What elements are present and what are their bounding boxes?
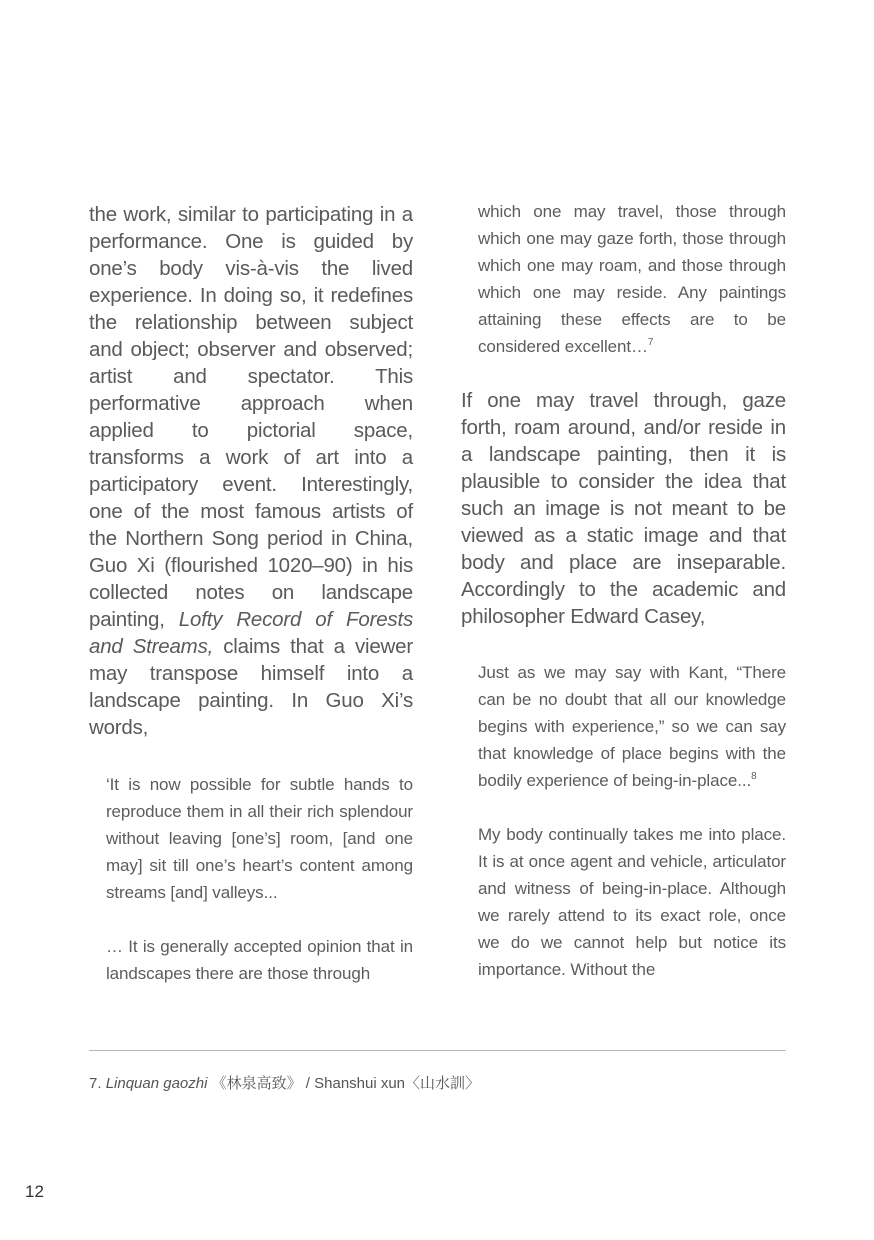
quote-text: Just as we may say with Kant, “There can be no doubt that all our knowledge begins with experience,” so we can say that knowledge of place begins with the bodily experience of being-in-place...: [478, 663, 786, 790]
quote-paragraph-1: ‘It is now possible for subtle hands to reproduce them in all their rich splendour without leaving [one’s] room, [and one may] sit till one’s heart’s content among streams [and] valleys...: [106, 775, 413, 902]
casey-quote-paragraph-2: My body continually takes me into place. It is at once agent and vehicle, articulator and witness of being-in-place. Although we rarely attend to its exact role, once we do we cannot help but notice its importance. Without the: [478, 825, 786, 979]
left-column-main-paragraph: [89, 201, 413, 741]
guo-xi-block-quote-continued: [478, 198, 786, 360]
page-number: 12: [25, 1182, 44, 1201]
footnote-ref-8[interactable]: 8: [751, 771, 757, 782]
footnote-number: 7: [89, 1075, 98, 1092]
footnote-ref-7[interactable]: 7: [647, 337, 654, 348]
footnote-separator: .: [97, 1075, 102, 1092]
quote-paragraph-2: … It is generally accepted opinion that in landscapes there are those through: [106, 937, 413, 983]
quote-text: which one may travel, those through which one may gaze forth, those through which one may roam, and those through which one may reside. Any paintings attaining these effects are to be considered excellent…: [478, 202, 786, 356]
footnote-text: 《林泉高致》 / Shanshui xun〈山水訓〉: [207, 1075, 481, 1092]
casey-block-quote: [478, 659, 786, 983]
main-paragraph-guo-xi: [89, 201, 413, 741]
guo-xi-block-quote: [106, 771, 413, 987]
paragraph-text: the work, similar to participating in a performance. One is guided by one’s body vis-à-vis the lived experience. In doing so, it redefines the relationship between subject and object; observer and observed; artist and spectator. This performative approach when applied to pictorial space, transforms a work of art into a participatory event. Interestingly, one of the most famous artists of the Northern Song period in China, Guo Xi (flourished 1020–90) in his collected notes on landscape painting,: [89, 203, 413, 631]
paragraph-text: claims that a viewer may transpose himself into a landscape painting. In Guo Xi’s words,: [89, 635, 413, 739]
quote-continued-paragraph: [478, 198, 786, 360]
footnote-7: [89, 1074, 480, 1094]
book-title: Lofty Record of Forests and Streams,: [89, 608, 414, 658]
footnote-italic-title: Linquan gaozhi: [105, 1075, 208, 1092]
main-paragraph-casey: If one may travel through, gaze forth, roam around, and/or reside in a landscape painting, then it is plausible to consider the idea that such an image is not meant to be viewed as a static image and that body and place are inseparable. Accordingly to the academic and philosopher Edward Casey,: [461, 389, 786, 628]
footnote-divider: [89, 1050, 786, 1051]
right-column-main-paragraph: [461, 387, 786, 630]
casey-quote-paragraph-1: [478, 659, 786, 794]
